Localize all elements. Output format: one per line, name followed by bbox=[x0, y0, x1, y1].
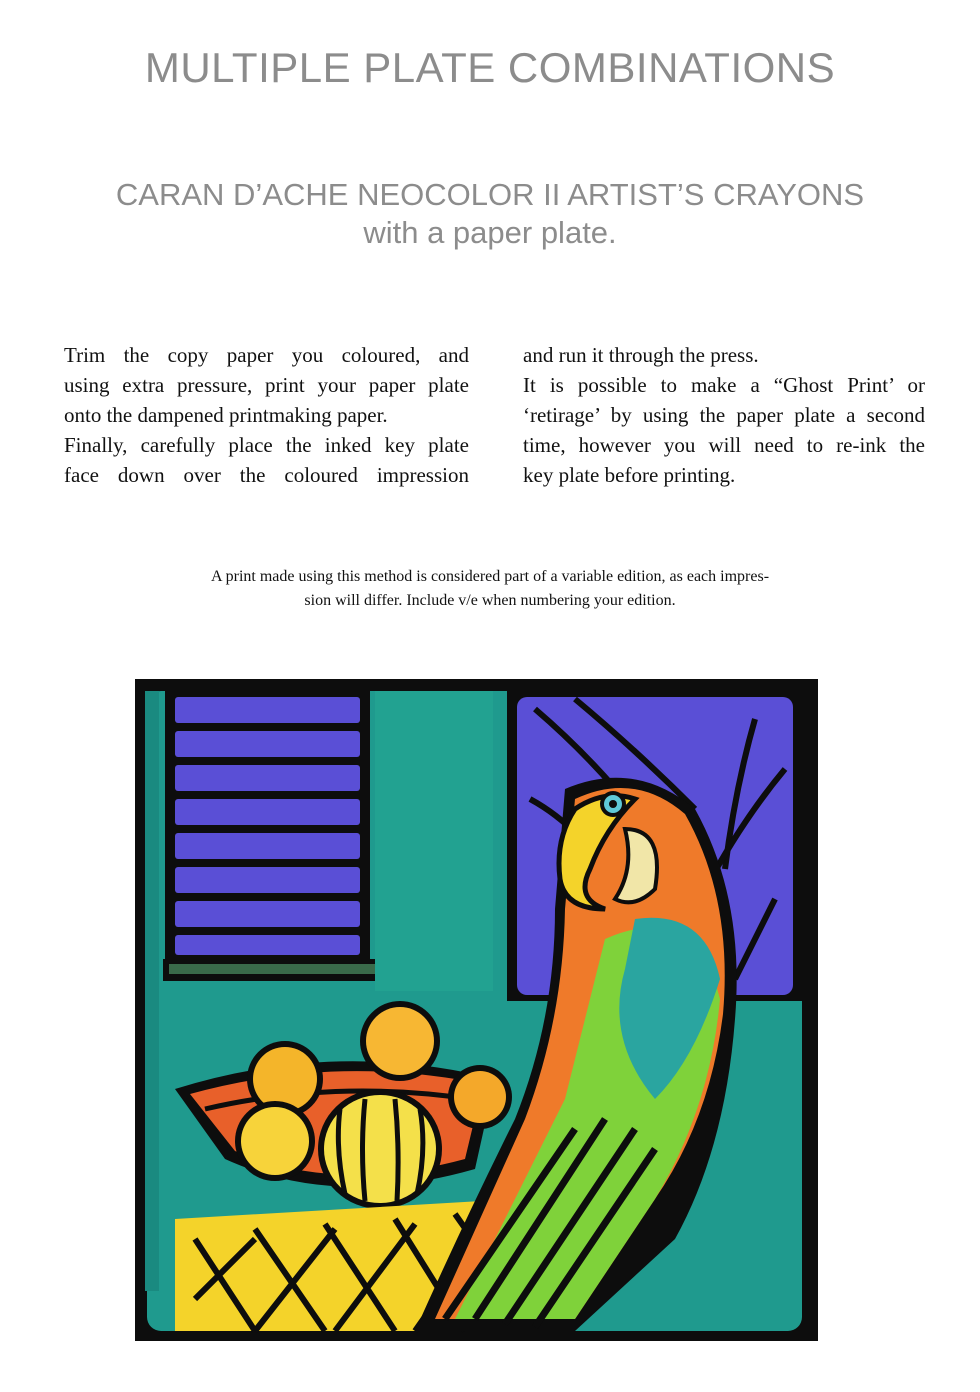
body-column-2 bbox=[523, 340, 925, 490]
note-line-1: A print made using this method is considered part of a variable edition, as each impres- bbox=[210, 568, 770, 585]
parrot-print-image bbox=[135, 679, 818, 1341]
body-line: Finally, carefully place the inked key plate bbox=[64, 433, 469, 457]
body-line: using extra pressure, print your paper plate bbox=[64, 373, 469, 397]
subtitle-line-2: with a paper plate. bbox=[363, 215, 617, 250]
subtitle-line-1: CARAN D’ACHE NEOCOLOR II ARTIST’S CRAYONS bbox=[115, 177, 865, 212]
body-line: It is possible to make a “Ghost Print’ or bbox=[523, 373, 925, 397]
body-line: ‘retirage’ by using the paper plate a second bbox=[523, 403, 925, 427]
subtitle bbox=[0, 176, 980, 252]
body-line: face down over the coloured impression bbox=[64, 463, 469, 487]
body-line: Trim the copy paper you coloured, and bbox=[64, 343, 469, 367]
body-line: onto the dampened printmaking paper. bbox=[64, 403, 388, 427]
page-title: MULTIPLE PLATE COMBINATIONS bbox=[144, 44, 836, 91]
body-line: key plate before printing. bbox=[523, 463, 736, 487]
edition-note bbox=[110, 565, 870, 613]
body-line: and run it through the press. bbox=[523, 343, 759, 367]
body-line: time, however you will need to re-ink the bbox=[523, 433, 925, 457]
body-column-1 bbox=[64, 340, 469, 490]
note-line-2: sion will differ. Include v/e when numbering your edition. bbox=[304, 592, 676, 609]
